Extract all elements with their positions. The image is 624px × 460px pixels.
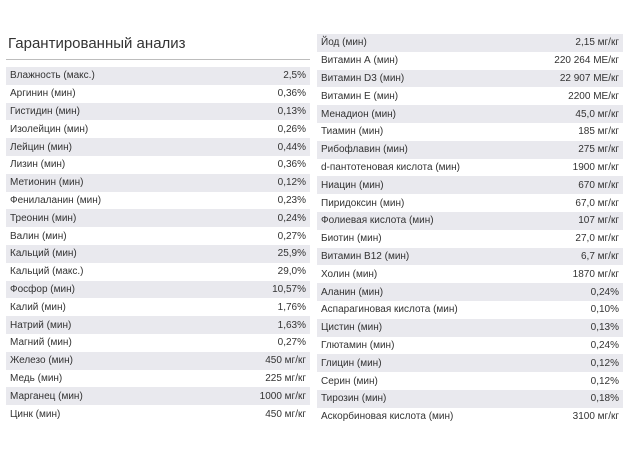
table-row [6,281,310,299]
nutrient-value: 22 907 МЕ/кг [559,72,619,84]
nutrient-value: 2,15 мг/кг [575,37,619,49]
table-row [317,105,623,123]
nutrient-name: Марганец (мин) [10,390,83,402]
table-row [6,120,310,138]
nutrient-name: Глицин (мин) [321,357,382,369]
nutrient-name: Менадион (мин) [321,108,397,120]
nutrient-name: Натрий (мин) [10,319,72,331]
nutrient-name: Медь (мин) [10,372,63,384]
nutrient-name: Витамин D3 (мин) [321,72,405,84]
table-row [317,70,623,88]
right-analysis-table [317,34,623,426]
nutrient-value: 0,26% [277,123,306,135]
table-row [317,372,623,390]
nutrient-value: 0,24% [277,212,306,224]
nutrient-name: Фолиевая кислота (мин) [321,215,434,227]
nutrient-name: Серин (мин) [321,375,378,387]
table-row [317,390,623,408]
table-row [317,301,623,319]
nutrient-value: 225 мг/кг [265,372,306,384]
nutrient-value: 0,10% [590,304,619,316]
nutrient-value: 0,13% [277,105,306,117]
nutrient-name: Фосфор (мин) [10,283,75,295]
nutrient-name: Витамин Е (мин) [321,90,399,102]
table-row [6,298,310,316]
nutrient-value: 107 мг/кг [578,215,619,227]
nutrient-name: Изолейцин (мин) [10,123,89,135]
nutrient-value: 29,0% [277,266,306,278]
nutrient-value: 2200 МЕ/кг [568,90,619,102]
table-row [6,67,310,85]
table-row [317,230,623,248]
nutrient-name: Пиридоксин (мин) [321,197,405,209]
nutrient-value: 2,5% [283,70,306,82]
table-row [6,227,310,245]
nutrient-value: 3100 мг/кг [572,411,619,423]
nutrient-value: 0,18% [590,393,619,405]
nutrient-name: Биотин (мин) [321,233,382,245]
nutrient-name: Валин (мин) [10,230,67,242]
table-row [317,87,623,105]
nutrient-name: Тиамин (мин) [321,126,384,138]
table-row [317,34,623,52]
nutrient-value: 1,76% [277,301,306,313]
table-row [6,263,310,281]
table-row [6,245,310,263]
guaranteed-analysis-right-column [317,34,623,426]
nutrient-name: Ниацин (мин) [321,179,384,191]
nutrient-value: 10,57% [272,283,306,295]
nutrient-name: Влажность (макс.) [10,70,95,82]
nutrient-value: 0,13% [590,322,619,334]
table-row [317,176,623,194]
nutrient-name: Рибофлавин (мин) [321,144,408,156]
nutrient-value: 450 мг/кг [265,355,306,367]
nutrient-name: d-пантотеновая кислота (мин) [321,161,460,173]
nutrient-value: 25,9% [277,248,306,260]
nutrient-value: 0,12% [590,375,619,387]
table-row [317,408,623,426]
nutrient-value: 0,12% [590,357,619,369]
nutrient-name: Магний (мин) [10,337,72,349]
nutrient-value: 0,27% [277,337,306,349]
left-analysis-table [6,67,310,423]
nutrient-name: Аскорбиновая кислота (мин) [321,411,454,423]
table-row [6,138,310,156]
nutrient-value: 1,63% [277,319,306,331]
page-title: Гарантированный анализ [6,28,310,60]
nutrient-value: 45,0 мг/кг [575,108,619,120]
table-row [317,248,623,266]
nutrient-value: 1870 мг/кг [572,268,619,280]
table-row [6,156,310,174]
nutrient-value: 0,12% [277,177,306,189]
table-row [6,174,310,192]
nutrient-value: 67,0 мг/кг [575,197,619,209]
table-row [6,209,310,227]
nutrient-value: 1900 мг/кг [572,161,619,173]
table-row [317,52,623,70]
nutrient-name: Лейцин (мин) [10,141,72,153]
table-row [6,192,310,210]
table-row [6,334,310,352]
nutrient-name: Цинк (мин) [10,408,61,420]
nutrient-value: 6,7 мг/кг [580,250,619,262]
nutrient-name: Гистидин (мин) [10,105,80,117]
nutrient-name: Кальций (мин) [10,248,77,260]
table-row [6,316,310,334]
nutrient-value: 0,24% [590,286,619,298]
nutrient-value: 450 мг/кг [265,408,306,420]
nutrient-name: Витамин А (мин) [321,55,399,67]
nutrient-name: Аланин (мин) [321,286,384,298]
nutrient-value: 27,0 мг/кг [575,233,619,245]
table-row [317,159,623,177]
table-row [317,212,623,230]
table-row [317,141,623,159]
nutrient-name: Железо (мин) [10,355,73,367]
nutrient-name: Кальций (макс.) [10,266,84,278]
nutrient-value: 670 мг/кг [578,179,619,191]
nutrient-name: Метионин (мин) [10,177,84,189]
table-row [317,194,623,212]
table-row [6,352,310,370]
nutrient-value: 0,36% [277,88,306,100]
nutrient-name: Цистин (мин) [321,322,383,334]
guaranteed-analysis-left-column [6,28,310,423]
table-row [6,387,310,405]
nutrient-value: 1000 мг/кг [259,390,306,402]
table-row [6,370,310,388]
nutrient-name: Лизин (мин) [10,159,66,171]
nutrient-name: Витамин B12 (мин) [321,250,410,262]
nutrient-name: Фенилаланин (мин) [10,194,102,206]
table-row [317,265,623,283]
nutrient-name: Глютамин (мин) [321,339,395,351]
table-row [6,85,310,103]
table-row [317,337,623,355]
nutrient-value: 0,44% [277,141,306,153]
nutrient-name: Аргинин (мин) [10,88,76,100]
nutrient-value: 220 264 МЕ/кг [554,55,619,67]
nutrient-name: Треонин (мин) [10,212,77,224]
nutrient-value: 185 мг/кг [578,126,619,138]
table-row [317,283,623,301]
nutrient-name: Тирозин (мин) [321,393,387,405]
nutrient-name: Калий (мин) [10,301,66,313]
nutrient-name: Аспарагиновая кислота (мин) [321,304,458,316]
nutrient-name: Йод (мин) [321,37,367,49]
nutrient-value: 0,24% [590,339,619,351]
nutrient-value: 0,27% [277,230,306,242]
nutrient-value: 0,36% [277,159,306,171]
table-row [317,319,623,337]
table-row [6,103,310,121]
nutrient-value: 0,23% [277,194,306,206]
nutrient-name: Холин (мин) [321,268,378,280]
table-row [6,405,310,423]
nutrient-value: 275 мг/кг [578,144,619,156]
table-row [317,123,623,141]
table-row [317,354,623,372]
